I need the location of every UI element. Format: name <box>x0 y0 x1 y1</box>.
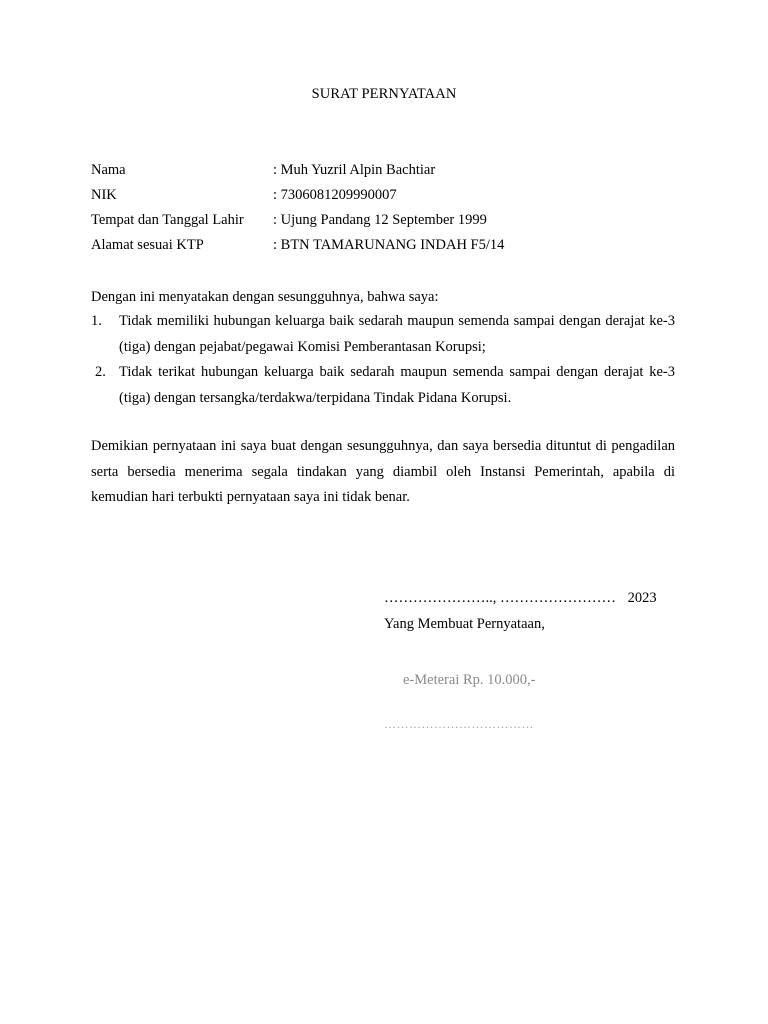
statement-item <box>91 360 675 411</box>
statement-number: 1. <box>91 313 102 329</box>
statement-number: 2. <box>95 364 106 380</box>
field-value: : Ujung Pandang 12 September 1999 <box>273 212 487 228</box>
field-label: Alamat sesuai KTP <box>91 237 204 253</box>
field-row-address <box>91 235 681 260</box>
statement-list <box>91 309 675 411</box>
signature-name-placeholder: ……………………………… <box>384 717 534 731</box>
statement-text: Tidak memiliki hubungan keluarga baik sedarah maupun semenda sampai dengan derajat ke-3 (tiga) dengan pejabat/pegawai Komisi Pemberantasan Korupsi; <box>119 313 675 355</box>
field-value: : BTN TAMARUNANG INDAH F5/14 <box>273 237 505 253</box>
document-title: SURAT PERNYATAAN <box>311 86 457 102</box>
field-row-nik <box>91 185 681 210</box>
meterai-label: e-Meterai Rp. 10.000,- <box>403 672 536 688</box>
statement-item <box>91 309 675 360</box>
date-line <box>384 588 684 608</box>
statement-intro: Dengan ini menyatakan dengan sesungguhnya, bahwa saya: <box>91 289 439 305</box>
field-row-birth <box>91 210 681 235</box>
field-label: Tempat dan Tanggal Lahir <box>91 212 244 228</box>
field-value: : Muh Yuzril Alpin Bachtiar <box>273 162 436 178</box>
field-value: : 7306081209990007 <box>273 187 397 203</box>
field-label: NIK <box>91 187 117 203</box>
date-year: 2023 <box>627 590 657 606</box>
closing-paragraph: Demikian pernyataan ini saya buat dengan sesungguhnya, dan saya bersedia dituntut di pengadilan serta bersedia menerima segala tindakan yang diambil oleh Instansi Pemerintah, apabila di kemudian hari terbukti pernyataan saya ini tidak benar. <box>91 438 675 505</box>
date-placeholder: ………………….., …………………… <box>384 590 616 606</box>
field-row-name <box>91 160 681 185</box>
identity-fields <box>91 160 681 260</box>
maker-label: Yang Membuat Pernyataan, <box>384 616 545 632</box>
signature-block <box>384 588 684 732</box>
statement-text: Tidak terikat hubungan keluarga baik sedarah maupun semenda sampai dengan derajat ke-3 (tiga) dengan tersangka/terdakwa/terpidana Tindak Pidana Korupsi. <box>119 364 675 406</box>
field-label: Nama <box>91 162 126 178</box>
